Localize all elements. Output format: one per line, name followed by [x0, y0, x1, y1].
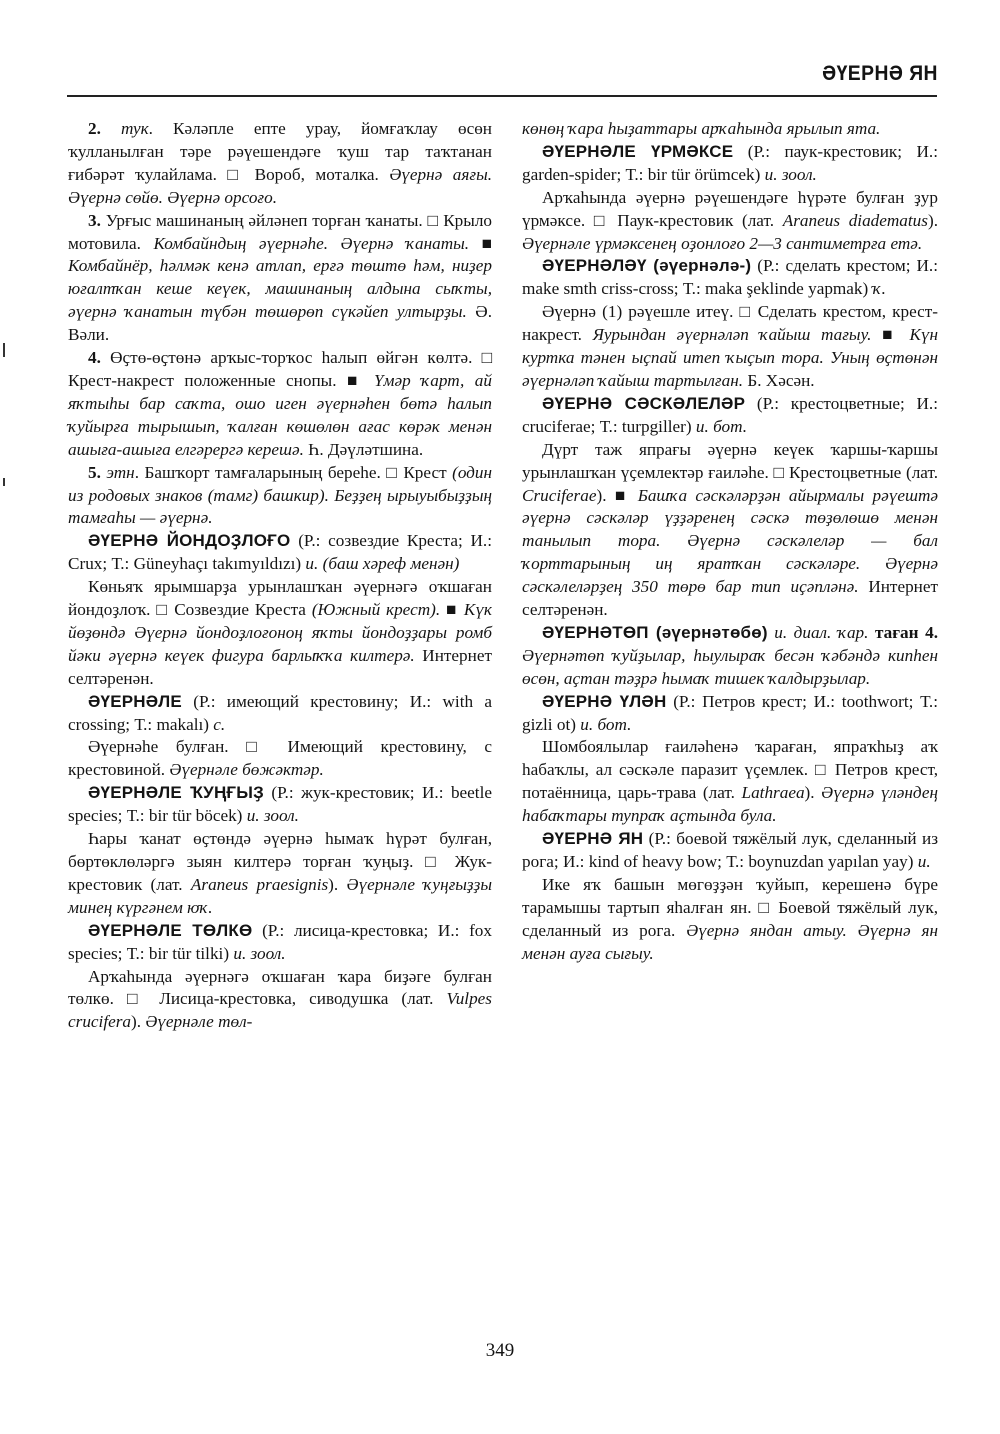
italic-text: Әүернә яндан атыу. Әүернә ян менән ауға сығыу. — [522, 920, 938, 963]
text-run: Әүернә (1) рәүешле итеү. □ Сделать крестом, крест-накрест. — [522, 302, 938, 345]
bold-text: таған 4. — [868, 622, 938, 642]
right-column — [522, 118, 938, 966]
dictionary-headword-entry — [522, 691, 938, 737]
italic-text: Lathraea — [741, 783, 805, 803]
text-run: Әүернәһе булған. □ Имеющий крестовину, с крестовиной. — [68, 737, 492, 780]
bold-text: 3. — [88, 210, 106, 230]
italic-text: Әүернәтөп ҡуйҙылар, һыулыраҡ бесән ҡәбәндә кипһен өсөн, аҫтан тәҙрә һымаҡ тишек ҡалдырҙылар. — [522, 645, 938, 688]
text-run: . Башҡорт тамғаларының береһе. □ Крест — [134, 462, 453, 482]
text-run: Ә. Вәли. — [68, 302, 492, 345]
dictionary-paragraph — [522, 439, 938, 622]
text-run: Һары ҡанат өҫтөндә әүернә һымаҡ һүрәт булған, бөртөклөләргә зыян килтерә торған ҡуңыҙ. □ Жук-крестовик (лат. — [68, 829, 492, 894]
italic-text: Яурындан әүернәләп ҡайыш тағыу. — [592, 325, 872, 345]
dictionary-headword-entry — [68, 782, 492, 828]
dictionary-headword-entry — [522, 828, 938, 874]
italic-text: Әүернәле ҡуңғыҙҙы минең күргәнем юҡ. — [68, 874, 492, 917]
dictionary-headword-entry — [522, 622, 938, 691]
italic-text: и. (баш хәреф менән) — [305, 554, 460, 574]
dictionary-paragraph — [522, 187, 938, 256]
italic-text: Комбайнёр, һәлмәк кенә атлап, ерғә төштө һәм, ниҙер юғалтҡан кеше кеүек, машинаның алдына сыҡты, әүернә ҡанатын түбән төшөрөп сүкәйеп ултырҙы. — [68, 256, 492, 322]
italic-text: Күн куртка тәнен ыҫпай итеп ҡыҫып тора. Уның өҫтөнән әүернәләп ҡайыш тартылған. — [522, 325, 938, 390]
dictionary-paragraph — [68, 576, 492, 691]
italic-text: Башҡа сәскәләрҙән айырмалы рәүештә әүернә сәскәләр үҙҙәренең сәскә төҙөлөшө менән танылып тора. Әүернә сәскәлеләр — бал ҡорттарының иң яратҡан сәскәләре. Әүернә сәскәлеләрҙең 350 төрө бар тип иҫәпләнә. — [522, 485, 939, 597]
headword: ӘҮЕРНӘЛЕ — [88, 691, 182, 711]
text-run: (Р.: жук-крестовик; И.: beetle species; Т.: bir tür böcek) — [68, 783, 492, 826]
italic-text: тук — [120, 119, 149, 138]
italic-text: Әүернәле төл- — [145, 1012, 253, 1032]
dictionary-headword-entry — [522, 255, 938, 301]
italic-text: и. зоол. — [246, 806, 299, 826]
text-run: ■ — [469, 233, 493, 253]
headword: ӘҮЕРНӘ ЯН — [542, 829, 644, 849]
bold-text: 5. — [88, 462, 107, 482]
headword: ӘҮЕРНӘЛЕ ҮРМӘКСЕ — [542, 141, 734, 161]
dictionary-paragraph — [68, 736, 492, 782]
italic-text: ҡ. — [872, 279, 886, 299]
text-run: ■ — [871, 325, 910, 345]
bold-text: 2. — [88, 119, 121, 138]
dictionary-paragraph — [522, 874, 938, 966]
text-run: Арҡаһында әүернәгә оҡшаған ҡара биҙәге булған төлкө. □ Лисица-крестовка, сиводушка (лат. — [68, 966, 492, 1009]
headword: ӘҮЕРНӘ СӘСКӘЛЕЛӘР — [542, 393, 746, 413]
text-run: ). — [328, 874, 347, 894]
italic-text: көнөң ҡара һыҙаттары арҡаһында ярылып ята. — [522, 119, 881, 138]
bold-text: 4. — [88, 348, 111, 368]
text-run: Шомбоялылар ғаиләһенә ҡараған, япраҡһыҙ аҡ һабаҡлы, ал сәскәле паразит үҫемлек. □ Петров крест, потаённица, царь-трава (лат. — [522, 737, 938, 803]
text-run: Көньяҡ ярымшарҙа урынлашҡан әүернәгә оҡшаған йондоҙлоҡ. □ Созвездие Креста — [68, 577, 492, 620]
dictionary-paragraph — [522, 118, 938, 141]
text-run: Ике яҡ башын мөгөҙҙән ҡуйып, керешенә бүре тарамышы тартып яһалған ян. □ Боевой тяжёлый лук, сделанный из рога. — [522, 874, 938, 940]
text-run: Һ. Дәүләтшина. — [303, 439, 424, 459]
text-run: (Р.: боевой тяжёлый лук, сделанный из рога; И.: kind of heavy bow; Т.: boynuzdan yapılan yay) — [522, 829, 939, 871]
italic-text: и. диал. ҡар. — [774, 622, 869, 642]
margin-mark — [3, 343, 5, 357]
dictionary-headword-entry — [68, 691, 492, 737]
header-rule — [67, 95, 937, 97]
italic-text: и. — [917, 852, 931, 871]
italic-text: Cruciferae — [522, 485, 597, 505]
italic-text: и. зоол. — [233, 943, 286, 963]
dictionary-paragraph — [522, 736, 938, 828]
text-run: (Р.: Петров крест; И.: toothwort; Т.: gizli ot) — [522, 691, 938, 734]
italic-text: (Южный крест). — [311, 600, 441, 620]
text-run: (Р.: крестоцветные; И.: cruciferae; Т.: turpgiller) — [522, 393, 938, 436]
headword: ӘҮЕРНӘЛЕ ҠУҢҒЫҘ — [88, 783, 264, 803]
page-number: 349 — [485, 1340, 515, 1361]
italic-text: этн — [106, 462, 135, 482]
text-run: Б. Хәсән. — [743, 370, 815, 390]
headword: ӘҮЕРНӘ ЙОНДОҘЛОҒО — [88, 531, 291, 551]
italic-text: Araneus praesignis — [190, 874, 329, 894]
dictionary-paragraph — [522, 301, 938, 393]
italic-text: Әүернәле бөжәктәр. — [169, 760, 324, 780]
text-run: (Р.: лисица-крестовка; И.: fox species; Т.: bir tür tilki) — [68, 920, 492, 963]
dictionary-paragraph — [68, 462, 492, 531]
dictionary-headword-entry — [522, 393, 938, 439]
headword: ӘҮЕРНӘЛЕ ТӨЛКӨ — [88, 920, 253, 940]
text-run: (Р.: созвездие Креста; И.: Crux; Т.: Güneyhaçı takımyıldızı) — [68, 531, 492, 574]
dictionary-paragraph — [68, 966, 492, 1035]
text-run: (Р.: сделать крестом; И.: make smth criss-cross; Т.: maka şeklinde yapmak) — [522, 256, 938, 299]
italic-text: (один из родовых знаков (тамг) башкир). Беҙҙең ырыуыбыҙҙың тамғаһы — әүернә. — [68, 462, 492, 528]
italic-text: Үмәр ҡарт, ай яҡтыһы бар саҡта, ошо иген әүернәһен бөтә һалып ҡуйырға тырышып, ҡалған көшөлөн ағас көрәк менән ашыға-ашыға елгәрергә керешә. — [68, 370, 492, 459]
text-run: Дүрт таж япрағы әүернә кеүек ҡаршы-ҡаршы урынлашҡан үҫемлектәр ғаиләһе. □ Крестоцветные (лат. — [522, 439, 938, 482]
italic-text: Vulpes crucifera — [68, 989, 492, 1032]
dictionary-paragraph — [68, 210, 492, 347]
text-run: Арҡаһында әүернә рәүешендәге һүрәте булған ҙур үрмәксе. □ Паук-крестовик (лат. — [522, 187, 938, 230]
text-run: ). — [927, 210, 938, 230]
margin-mark — [3, 478, 5, 486]
dictionary-paragraph — [68, 347, 492, 462]
text-run: Интернет селтәренән. — [522, 577, 938, 620]
dictionary-headword-entry — [68, 530, 492, 576]
left-column — [68, 118, 492, 1034]
text-run: Урғыс машинаның әйләнеп торған ҡанаты. □ Крыло мотовила. — [68, 210, 492, 253]
italic-text: Комбайндың әүернәһе. Әүернә ҡанаты. — [153, 233, 470, 253]
text-run: . Кәләпле епте урау, йомғаҡлау өсөн ҡулланылған тәре рәүешендәге ҡуш тар таҡтанан ғибәрәт ҡулайлама. □ Вороб, моталка. — [68, 119, 492, 184]
text-run: ). — [131, 1012, 146, 1032]
headword: ӘҮЕРНӘ ҮЛӘН — [542, 691, 667, 711]
dictionary-headword-entry — [522, 141, 938, 187]
italic-text: Әүернәле үрмәксенең оҙонлоғо 2—3 сантиметрға етә. — [522, 233, 923, 253]
italic-text: и. зоол. — [764, 164, 817, 184]
italic-text: и. бот. — [580, 714, 632, 734]
dictionary-paragraph — [68, 828, 492, 920]
dictionary-headword-entry — [68, 920, 492, 966]
text-run: (Р.: имеющий крестовину; И.: with a crossing; Т.: makalı) — [68, 691, 492, 734]
italic-text: Әүернә үләндең һабаҡтары тупраҡ аҫтында була. — [522, 783, 938, 826]
text-run: ). ■ — [596, 485, 638, 505]
dictionary-paragraph — [68, 118, 492, 210]
italic-text: Araneus diadematus — [782, 210, 928, 230]
headword: ӘҮЕРНӘТӨП (әүернәтөбө) — [542, 622, 768, 642]
italic-text: и. бот. — [695, 416, 748, 436]
running-head: ӘҮЕРНӘ ЯН — [822, 62, 938, 85]
text-run: Өҫтө-өҫтөнә арҡыс-торҡос һалып өйгән көлтә. □ Крест-накрест положенные снопы. ■ — [68, 348, 493, 390]
italic-text: Әүернә аяғы. Әүернә сөйө. Әүернә орсоғо. — [68, 164, 493, 207]
italic-text: с. — [213, 714, 226, 734]
text-run: Интернет селтәренән. — [68, 645, 492, 688]
text-run: ). — [804, 783, 822, 803]
text-run: (Р.: паук-крестовик; И.: garden-spider; Т.: bir tür örümcek) — [522, 141, 938, 184]
headword: ӘҮЕРНӘЛӘҮ (әүернәлә-) — [542, 256, 752, 276]
text-run: ■ — [440, 600, 464, 620]
italic-text: Күк йөҙөндә Әүернә йондоҙлоғоноң яҡты йондоҙҙары ромб йәки әүернә кеүек фигура барлыҡҡа килтерә. — [68, 600, 492, 665]
